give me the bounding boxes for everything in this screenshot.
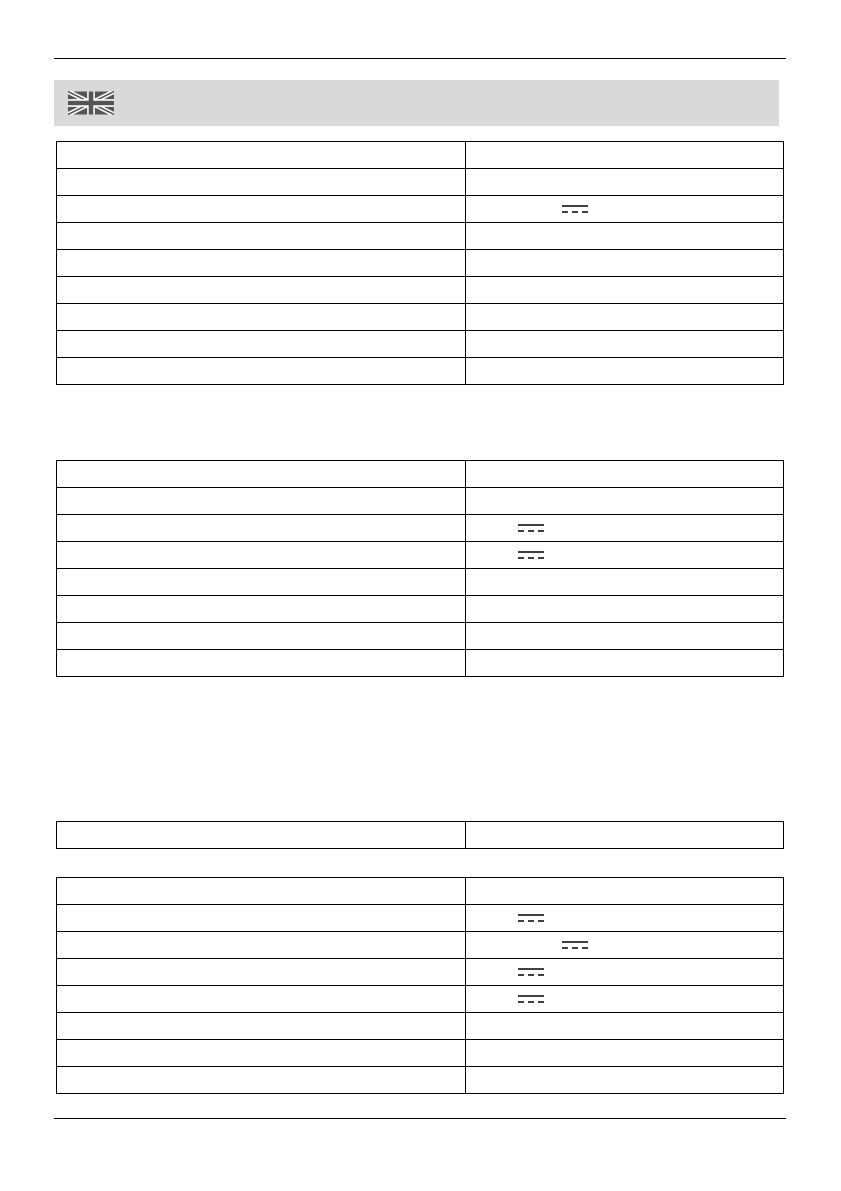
spec-label-cell <box>57 1067 466 1094</box>
spec-label-cell <box>57 1040 466 1067</box>
footer-rule <box>54 1118 786 1119</box>
spec-label-cell <box>57 596 466 623</box>
spec-value-cell <box>466 250 784 277</box>
spec-label-cell <box>57 277 466 304</box>
dc-current-symbol-icon <box>518 967 544 978</box>
spec-label-cell <box>57 223 466 250</box>
spec-value-cell <box>466 1067 784 1094</box>
table-row <box>57 142 784 169</box>
table-row <box>57 358 784 385</box>
spec-label-cell <box>57 250 466 277</box>
table-row <box>57 959 784 986</box>
spec-label-cell <box>57 1013 466 1040</box>
spec-label-cell <box>57 461 466 488</box>
table-row <box>57 515 784 542</box>
spec-label-cell <box>57 905 466 932</box>
spec-label-cell <box>57 986 466 1013</box>
spec-label-cell <box>57 650 466 677</box>
spec-label-cell <box>57 515 466 542</box>
spec-label-cell <box>57 542 466 569</box>
spec-label-cell <box>57 488 466 515</box>
table-row <box>57 196 784 223</box>
uk-flag-icon <box>68 91 114 115</box>
spec-value-cell <box>466 650 784 677</box>
spec-value-cell <box>466 331 784 358</box>
header-rule <box>54 58 786 59</box>
spec-table-4 <box>56 877 784 1094</box>
table-row <box>57 932 784 959</box>
dc-current-symbol-icon <box>518 913 544 924</box>
table-row <box>57 878 784 905</box>
table-row <box>57 650 784 677</box>
spec-value-cell <box>466 461 784 488</box>
dc-current-symbol-icon <box>518 550 544 561</box>
spec-value-cell <box>466 304 784 331</box>
table-row <box>57 822 784 849</box>
spec-value-cell <box>466 986 784 1013</box>
table-row <box>57 277 784 304</box>
table-row <box>57 596 784 623</box>
spec-value-cell <box>466 569 784 596</box>
spec-label-cell <box>57 623 466 650</box>
table-row <box>57 905 784 932</box>
spec-label-cell <box>57 878 466 905</box>
spec-table-1 <box>56 141 784 385</box>
table-row <box>57 542 784 569</box>
spec-value-cell <box>466 905 784 932</box>
spec-table-3 <box>56 821 784 849</box>
spec-label-cell <box>57 304 466 331</box>
table-row <box>57 223 784 250</box>
spec-value-cell <box>466 878 784 905</box>
spec-value-cell <box>466 515 784 542</box>
spec-value-cell <box>466 959 784 986</box>
spec-value-cell <box>466 596 784 623</box>
spec-label-cell <box>57 959 466 986</box>
spec-value-cell <box>466 196 784 223</box>
spec-value-cell <box>466 932 784 959</box>
table-row <box>57 250 784 277</box>
spec-value-cell <box>466 488 784 515</box>
spec-value-cell <box>466 1040 784 1067</box>
spec-label-cell <box>57 358 466 385</box>
table-row <box>57 169 784 196</box>
spec-label-cell <box>57 169 466 196</box>
dc-current-symbol-icon <box>518 994 544 1005</box>
spec-value-cell <box>466 1013 784 1040</box>
spec-value-cell <box>466 358 784 385</box>
dc-current-symbol-icon <box>518 523 544 534</box>
spec-value-cell <box>466 169 784 196</box>
table-row <box>57 461 784 488</box>
spec-table-2 <box>56 460 784 677</box>
spec-label-cell <box>57 331 466 358</box>
table-row <box>57 986 784 1013</box>
spec-label-cell <box>57 569 466 596</box>
dc-current-symbol-icon <box>562 940 588 951</box>
spec-label-cell <box>57 822 466 849</box>
table-row <box>57 1013 784 1040</box>
table-row <box>57 1040 784 1067</box>
spec-value-cell <box>466 277 784 304</box>
spec-value-cell <box>466 623 784 650</box>
table-row <box>57 569 784 596</box>
spec-value-cell <box>466 542 784 569</box>
language-banner <box>54 80 779 126</box>
table-row <box>57 488 784 515</box>
table-row <box>57 1067 784 1094</box>
spec-value-cell <box>466 142 784 169</box>
table-row <box>57 304 784 331</box>
spec-value-cell <box>466 223 784 250</box>
table-row <box>57 623 784 650</box>
table-row <box>57 331 784 358</box>
spec-label-cell <box>57 196 466 223</box>
spec-value-cell <box>466 822 784 849</box>
dc-current-symbol-icon <box>562 204 588 215</box>
spec-label-cell <box>57 932 466 959</box>
spec-label-cell <box>57 142 466 169</box>
